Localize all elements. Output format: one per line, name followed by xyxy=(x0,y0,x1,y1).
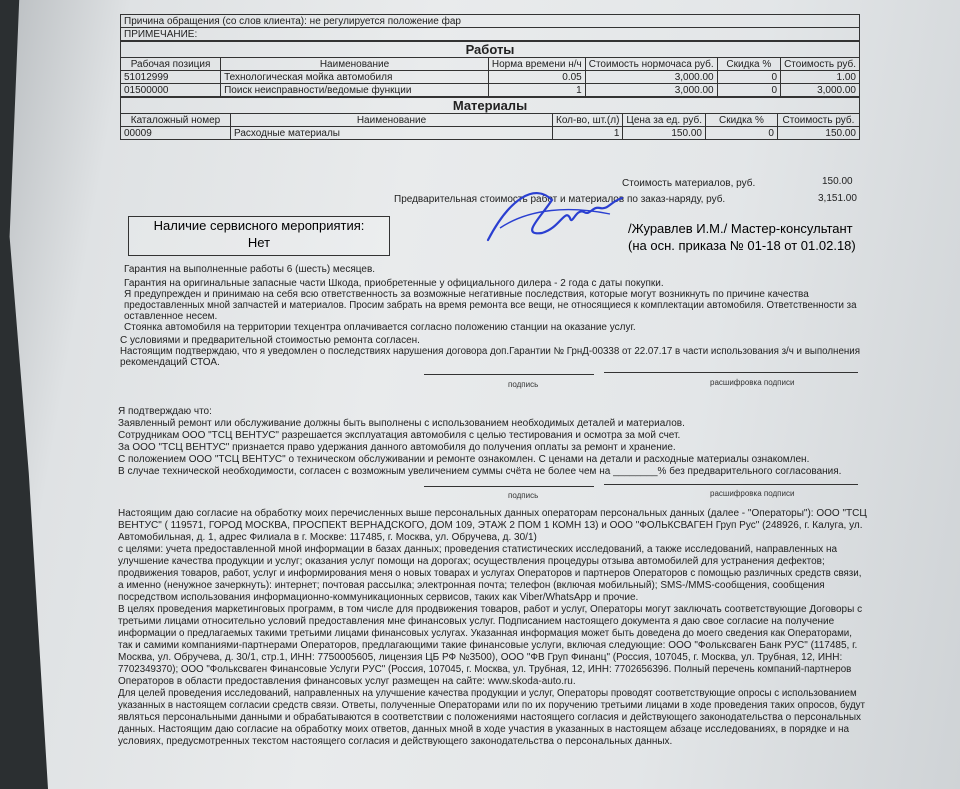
materials-cost: 150.00 xyxy=(777,127,859,140)
signature-mark xyxy=(480,178,630,258)
works-hours: 0.05 xyxy=(488,71,585,84)
consultant-block xyxy=(628,220,856,254)
header-table xyxy=(120,14,860,41)
sign-caption: подпись xyxy=(508,491,539,500)
works-name: Поиск неисправности/ведомые функции xyxy=(221,84,489,97)
materials-col-header: Стоимость руб. xyxy=(777,114,859,127)
confirm-line: Сотрудникам ООО "ТСЦ ВЕНТУС" разрешается эксплуатация автомобиля с целью тестирования и осмотра за мой счет. xyxy=(118,430,681,441)
works-name: Технологическая мойка автомобиля xyxy=(221,71,489,84)
order-total-label: Предварительная стоимость работ и материалов по заказ-наряду, руб. xyxy=(394,194,726,205)
consent-line: данных. Настоящим даю согласие на обработку моих ответов, данных мной в ходе участия в указанных в настоящем абзаце исследованиях, в порядке и на xyxy=(118,724,850,735)
service-event-box xyxy=(128,216,390,256)
decode-line xyxy=(604,484,858,485)
consent-line: с целями: учета предоставленной мной информации в базах данных; проведения статистических исследований, а также исследований, направленных на xyxy=(118,544,838,555)
consent-line: так и самими компаниями-партнерами Операторов, предлагающими такие финансовые услуги, включая следующие: ООО "Фольксваген Банк РУС" (117485, г. xyxy=(118,640,858,651)
works-rate: 3,000.00 xyxy=(585,71,717,84)
decode-caption: расшифровка подписи xyxy=(710,489,795,498)
materials-title: Материалы xyxy=(121,98,860,114)
works-discount: 0 xyxy=(717,71,780,84)
consent-line: а именно (ненужное зачеркнуть): интернет; почтовая рассылка; электронная почта; телефон (включая мобильный); SMS-/MMS-сообщения, сообщения xyxy=(118,580,825,591)
materials-col-header: Цена за ед. руб. xyxy=(623,114,706,127)
consent-line: Автомобильная, д. 1, адрес Филиала в г. Москве: 117485, г. Москва, ул. Обручева, д. 30/1) xyxy=(118,532,537,543)
consent-line: информации о предлагаемых такими третьими лицами финансовых услугах. Указанная информация может быть доведена до моего сведения как Операторами, xyxy=(118,628,852,639)
service-event-title: Наличие сервисного мероприятия: xyxy=(153,218,365,233)
works-table xyxy=(120,41,860,97)
materials-name: Расходные материалы xyxy=(231,127,553,140)
works-cost: 3,000.00 xyxy=(781,84,860,97)
signature-line xyxy=(424,486,594,487)
confirm-line: С положением ООО "ТСЦ ВЕНТУС" о техническом обслуживании и ремонте ознакомлен. С ценами на детали и расходные материалы ознакомлен. xyxy=(118,454,810,465)
works-col-header: Норма времени н/ч xyxy=(488,58,585,71)
warranty-line: Я предупрежден и принимаю на себя всю ответственность за возможные негативные последствия, которые могут возникнуть по причине качества xyxy=(124,289,809,300)
service-event-value: Нет xyxy=(247,235,271,250)
consent-line: улучшение качества продукции и услуг; оказания услуг помощи на дорогах; осуществления процедуры отзыва автомобилей для устранения дефектов; xyxy=(118,556,825,567)
confirm-line: Заявленный ремонт или обслуживание должны быть выполнены с использованием необходимых деталей и материалов. xyxy=(118,418,685,429)
works-hours: 1 xyxy=(488,84,585,97)
works-cost: 1.00 xyxy=(781,71,860,84)
works-code: 51012999 xyxy=(121,71,221,84)
consent-line: Операторов в области предоставления финансовых услуг размещен на сайте: www.skoda-auto.ru. xyxy=(118,676,576,687)
materials-col-header: Скидка % xyxy=(705,114,777,127)
order-total-value: 3,151.00 xyxy=(818,193,857,204)
consent-line: продвижения товаров, работ, услуг и информирования меня о новых товарах и услугах Операторов и партнеров Операторов с помощью различных средств связи, xyxy=(118,568,862,579)
warranty-line: Настоящим подтверждаю, что я уведомлен о последствиях нарушения договора доп.Гарантии № ГрнД-00338 от 22.07.17 в части использования з/ч и выполнения xyxy=(120,346,860,357)
table-row xyxy=(121,127,860,140)
consent-line: третьими лицами относительно условий предоставления мне финансовых услуг. Подписанием настоящего документа я даю свое согласие на получение xyxy=(118,616,835,627)
table-row xyxy=(121,71,860,84)
works-col-header: Стоимость нормочаса руб. xyxy=(585,58,717,71)
materials-qty: 1 xyxy=(553,127,623,140)
works-col-header: Скидка % xyxy=(717,58,780,71)
consent-line: являться персональными данными и обрабатываются в соответствии с положениями настоящего согласия и действующего законодательства о персональных xyxy=(118,712,862,723)
decode-line xyxy=(604,372,858,373)
warranty-line: оставленное несем. xyxy=(124,311,218,322)
materials-total-label: Стоимость материалов, руб. xyxy=(622,178,756,189)
warranty-line: предоставленных мной запчастей и материалов. Просим забрать на время ремонта все вещи, не относящиеся к комплектации автомобиля. Ответственности за xyxy=(124,300,857,311)
materials-discount: 0 xyxy=(705,127,777,140)
note-cell: ПРИМЕЧАНИЕ: xyxy=(121,28,860,41)
warranty-line: Гарантия на оригинальные запасные части Шкода, приобретенные у официального дилера - 2 года с даты покупки. xyxy=(124,278,664,289)
consent-line: Для целей проведения исследований, направленных на улучшение качества продукции и услуг, Операторы проводят соответствующие опросы с использованием xyxy=(118,688,857,699)
consultant-name: /Журавлев И.М./ Мастер-консультант xyxy=(628,221,853,236)
confirm-line: Я подтверждаю что: xyxy=(118,406,212,417)
materials-price: 150.00 xyxy=(623,127,706,140)
warranty-line: Гарантия на выполненные работы 6 (шесть) месяцев. xyxy=(124,264,376,275)
warranty-line: Стоянка автомобиля на территории техцентра оплачивается согласно положению станции на оказание услуг. xyxy=(124,322,636,333)
works-discount: 0 xyxy=(717,84,780,97)
consultant-order: (на осн. приказа № 01-18 от 01.02.18) xyxy=(628,238,856,253)
works-col-header: Стоимость руб. xyxy=(781,58,860,71)
materials-code: 00009 xyxy=(121,127,231,140)
consent-line: Москва, ул. Обручева, д. 30/1, стр.1, ИНН: 7750005605, лицензия ЦБ РФ №3500), ООО "ФВ Груп Финанц" (Россия, 107045, г. Москва, ул. Трубная, 12, ИНН: xyxy=(118,652,843,663)
materials-col-header: Каталожный номер xyxy=(121,114,231,127)
reason-cell: Причина обращения (со слов клиента): не регулируется положение фар xyxy=(121,15,860,28)
consent-line: посредством использования информационно-коммуникационных сервисов, таких как Viber/WhatsApp и прочие. xyxy=(118,592,639,603)
works-title: Работы xyxy=(121,42,860,58)
warranty-line: С условиями и предварительной стоимостью ремонта согласен. xyxy=(120,335,420,346)
materials-table xyxy=(120,97,860,140)
consent-line: В целях проведения маркетинговых программ, в том числе для продвижения товаров, работ и услуг, Операторы могут заключать соответствующие Договоры с xyxy=(118,604,863,615)
decode-caption: расшифровка подписи xyxy=(710,378,795,387)
confirm-line: В случае технической необходимости, согласен с возможным увеличением суммы счёта не более чем на ________% без предварительного согласования. xyxy=(118,466,842,477)
signature-line xyxy=(424,374,594,375)
confirm-line: За ООО "ТСЦ ВЕНТУС" признается право удержания данного автомобиля до получения оплаты за ремонт и хранение. xyxy=(118,442,676,453)
materials-col-header: Наименование xyxy=(231,114,553,127)
order-document xyxy=(120,14,860,140)
works-code: 01500000 xyxy=(121,84,221,97)
works-col-header: Наименование xyxy=(221,58,489,71)
table-row xyxy=(121,84,860,97)
works-rate: 3,000.00 xyxy=(585,84,717,97)
sign-caption: подпись xyxy=(508,380,539,389)
materials-total-value: 150.00 xyxy=(822,176,853,187)
consent-line: указанных в настоящем согласии средств связи. Ответы, полученные Операторами или по их поручению третьими лицами в ходе проведения таких опросов, будут xyxy=(118,700,865,711)
works-col-header: Рабочая позиция xyxy=(121,58,221,71)
warranty-line: рекомендаций СТОА. xyxy=(120,357,220,368)
consent-line: Настоящим даю согласие на обработку моих перечисленных выше персональных данных операторам персональных данных (далее - "Операторы"): ООО "ТСЦ xyxy=(118,508,867,519)
consent-line: 7702349370); ООО "Фольксваген Финансовые Услуги РУС" (Россия, 107045, г. Москва, ул. Трубная, 12, ИНН: 7702656396. Полный перечень компаний-партнеров xyxy=(118,664,852,675)
consent-line: ВЕНТУС" ( 119571, ГОРОД МОСКВА, ПРОСПЕКТ ВЕРНАДСКОГО, ДОМ 109, ЭТАЖ 2 ПОМ 1 КОМН 13) и ООО "ФОЛЬКСВАГЕН Груп Рус" (248926, г. Калуга, ул. xyxy=(118,520,863,531)
consent-line: условиях, предусмотренных текстом настоящего согласия и действующего законодательства о персональных данных. xyxy=(118,736,673,747)
materials-col-header: Кол-во, шт.(л) xyxy=(553,114,623,127)
